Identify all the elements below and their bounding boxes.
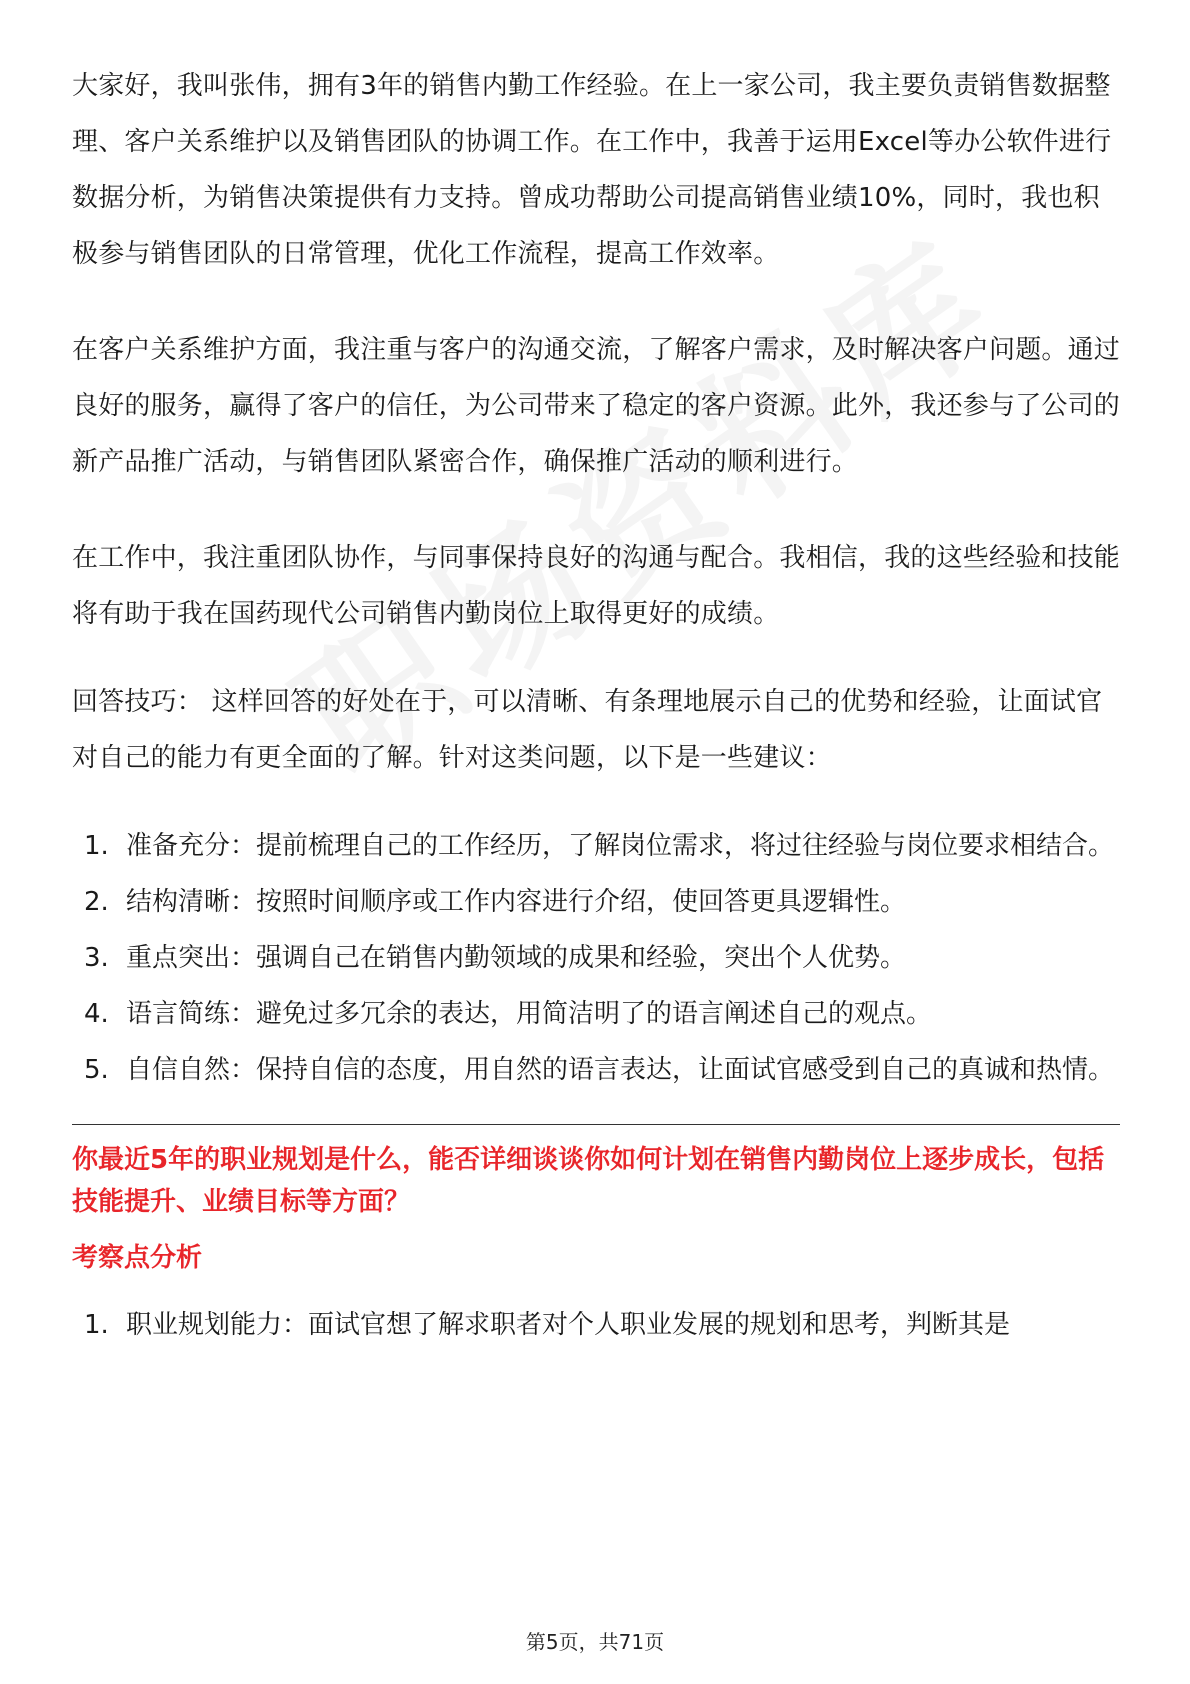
list-number: 1. <box>84 831 109 861</box>
list-text: 职业规划能力：面试官想了解求职者对个人职业发展的规划和思考，判断其是 <box>126 1310 1011 1340</box>
list-item <box>72 818 1120 874</box>
list-number: 3. <box>84 943 109 973</box>
tips-intro: 回答技巧： 这样回答的好处在于，可以清晰、有条理地展示自己的优势和经验，让面试官对自己的能力有更全面的了解。针对这类问题，以下是一些建议： <box>72 687 1103 773</box>
paragraph-intro: 大家好，我叫张伟，拥有3年的销售内勤工作经验。在上一家公司，我主要负责销售数据整理、客户关系维护以及销售团队的协调工作。在工作中，我善于运用Excel等办公软件进行数据分析，为销售决策提供有力支持。曾成功帮助公司提高销售业绩10%，同时，我也积极参与销售团队的日常管理，优化工作流程，提高工作效率。 <box>72 71 1112 269</box>
list-number: 5. <box>84 1055 109 1085</box>
section-divider <box>72 1124 1120 1125</box>
list-text: 重点突出：强调自己在销售内勤领域的成果和经验，突出个人优势。 <box>126 943 907 973</box>
list-text: 语言简练：避免过多冗余的表达，用简洁明了的语言阐述自己的观点。 <box>126 999 933 1029</box>
list-number: 4. <box>84 999 109 1029</box>
document-body <box>72 58 1120 1353</box>
paragraph-client-relations: 在客户关系维护方面，我注重与客户的沟通交流，了解客户需求，及时解决客户问题。通过良好的服务，赢得了客户的信任，为公司带来了稳定的客户资源。此外，我还参与了公司的新产品推广活动，与销售团队紧密合作，确保推广活动的顺利进行。 <box>72 335 1121 477</box>
list-item <box>72 1297 1120 1353</box>
list-number: 1. <box>84 1310 109 1340</box>
paragraph-teamwork: 在工作中，我注重团队协作，与同事保持良好的沟通与配合。我相信，我的这些经验和技能将有助于我在国药现代公司销售内勤岗位上取得更好的成绩。 <box>72 543 1121 629</box>
analysis-heading: 考察点分析 <box>72 1243 203 1273</box>
list-item <box>72 986 1120 1042</box>
analysis-list <box>72 1297 1120 1353</box>
list-item <box>72 874 1120 930</box>
list-number: 2. <box>84 887 109 917</box>
list-item <box>72 930 1120 986</box>
page-footer: 第5页，共71页 <box>525 1630 665 1654</box>
list-text: 结构清晰：按照时间顺序或工作内容进行介绍，使回答更具逻辑性。 <box>126 887 907 917</box>
interview-question: 你最近5年的职业规划是什么，能否详细谈谈你如何计划在销售内勤岗位上逐步成长，包括技能提升、业绩目标等方面？ <box>72 1145 1105 1217</box>
list-item <box>72 1042 1120 1098</box>
tips-list <box>72 818 1120 1098</box>
list-text: 自信自然：保持自信的态度，用自然的语言表达，让面试官感受到自己的真诚和热情。 <box>126 1055 1115 1085</box>
list-text: 准备充分：提前梳理自己的工作经历，了解岗位需求，将过往经验与岗位要求相结合。 <box>126 831 1115 861</box>
